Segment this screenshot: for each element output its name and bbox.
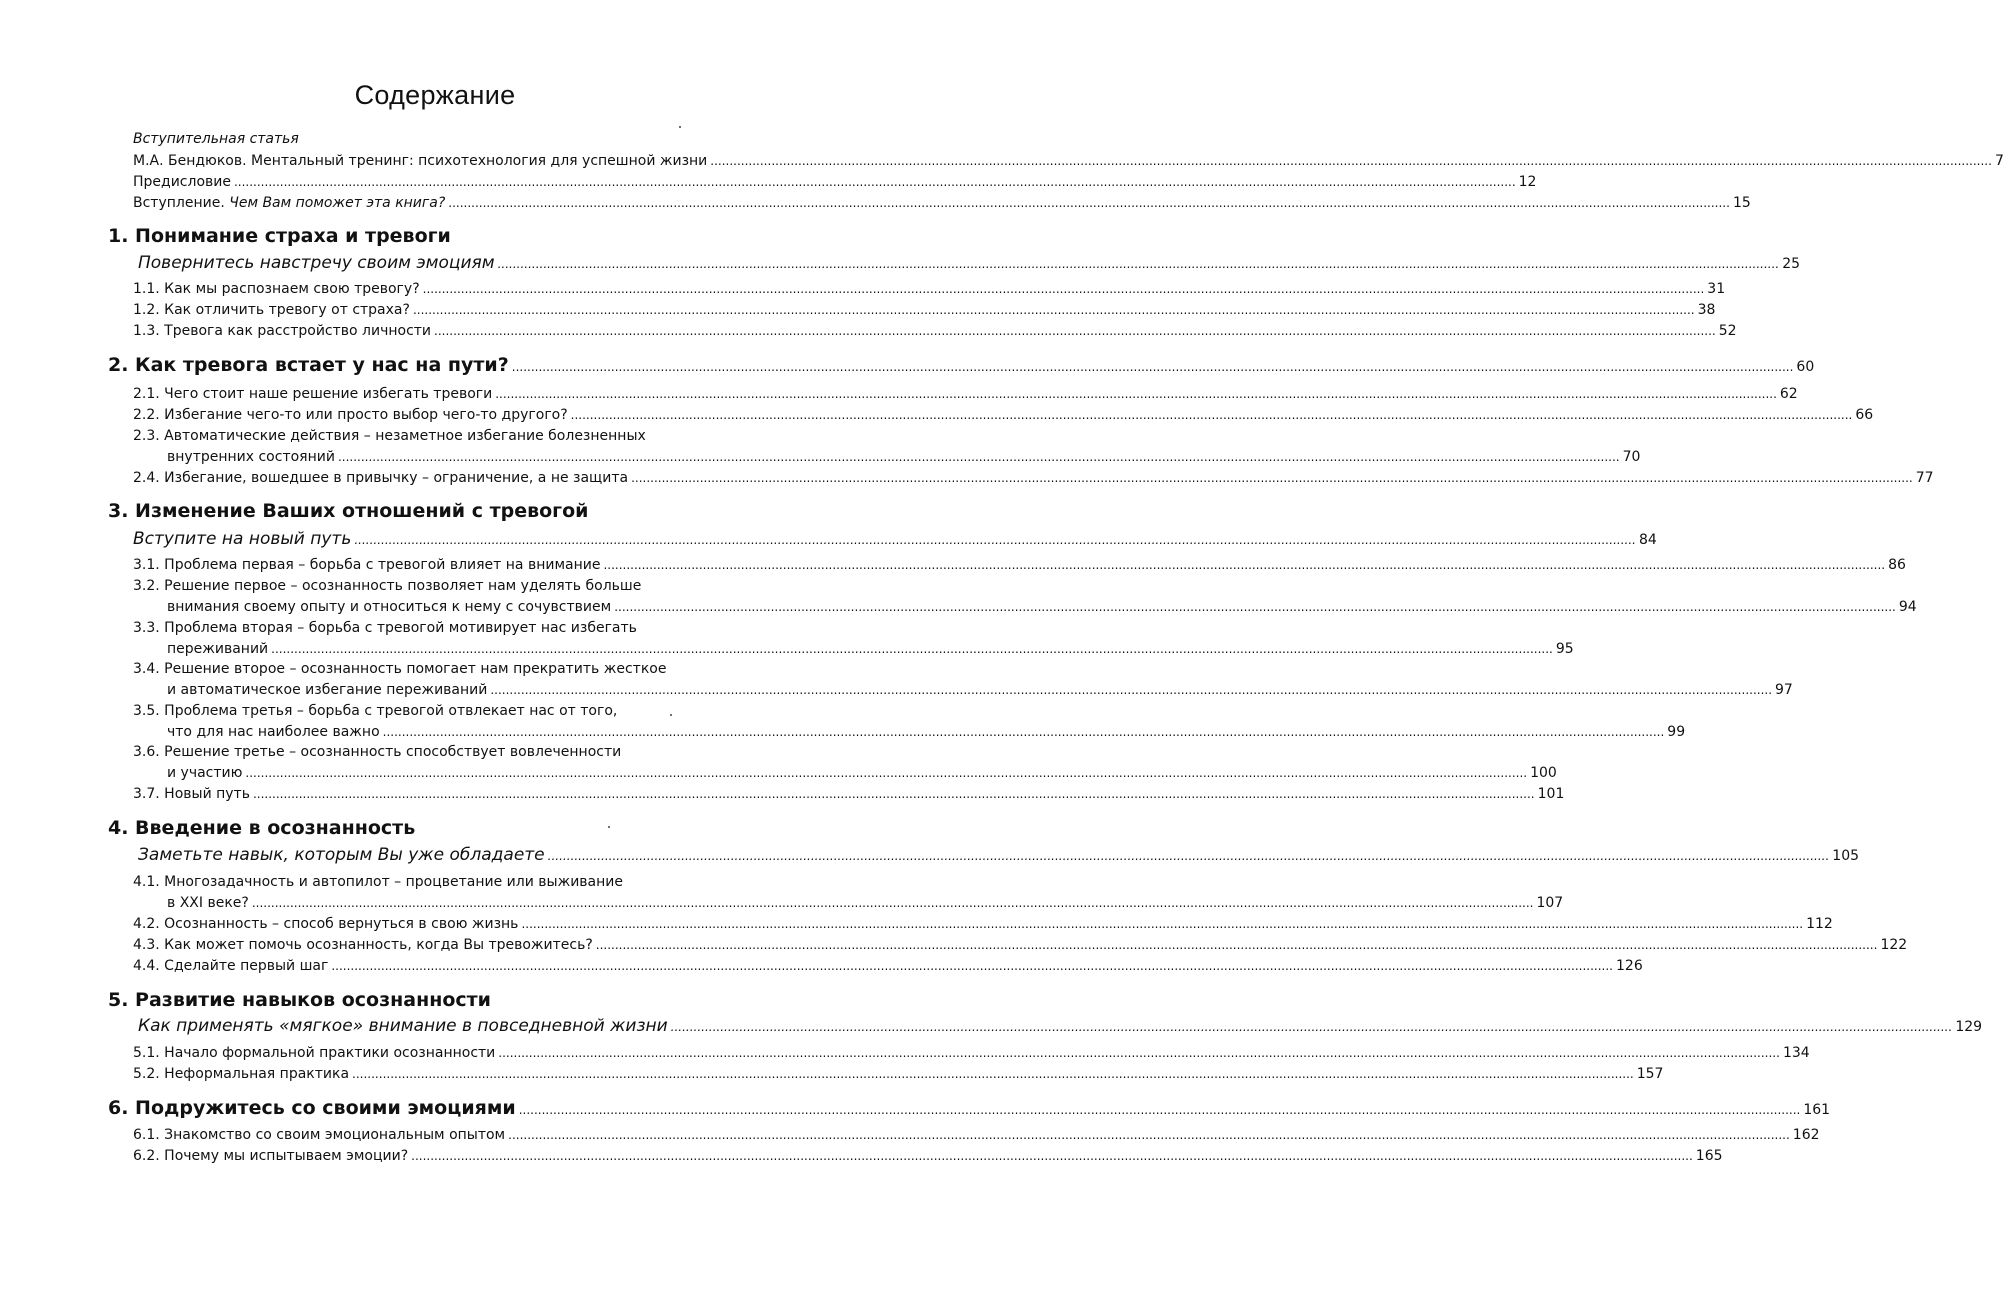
toc-entry-4-4[interactable]: [133, 958, 1643, 974]
toc-entry-3-3[interactable]: [167, 641, 1574, 657]
leader-dots: [498, 1046, 1780, 1060]
toc-entry-label: что для нас наиболее важно: [167, 724, 380, 740]
toc-entry-page: 66: [1855, 407, 1874, 423]
leader-dots: [548, 849, 1830, 863]
toc-entry-page: 165: [1695, 1148, 1723, 1164]
chapter-2-title: 2. Как тревога встает у нас на пути?: [108, 354, 509, 376]
leader-dots: [338, 450, 1620, 464]
chapter-page: 25: [1782, 256, 1801, 272]
toc-entry-page: 86: [1888, 557, 1906, 573]
toc-entry-label: 4.4. Сделайте первый шаг: [133, 958, 329, 974]
toc-entry-1-2[interactable]: [133, 302, 1716, 318]
toc-entry-page: 95: [1555, 641, 1574, 657]
toc-entry-3-4[interactable]: [167, 682, 1793, 698]
chapter-subtitle: Как применять «мягкое» внимание в повседневной жизни: [138, 1016, 668, 1036]
toc-entry-page: 162: [1792, 1127, 1820, 1143]
toc-entry-5-2[interactable]: [133, 1066, 1664, 1082]
leader-dots: [521, 917, 1803, 931]
toc-entry-3-5[interactable]: [167, 724, 1686, 740]
chapter-2-row[interactable]: [108, 354, 1815, 376]
toc-entry-label: 5.2. Неформальная практика: [133, 1066, 350, 1082]
leader-dots: [411, 1149, 1693, 1163]
leader-dots: [252, 896, 1534, 910]
chapter-4-subtitle-row[interactable]: [138, 845, 1860, 865]
leader-dots: [710, 154, 1992, 168]
toc-entry-2-2[interactable]: [133, 407, 1874, 423]
toc-entry-3-5-line1[interactable]: 3.5. Проблема третья – борьба с тревогой отвлекает нас от того,: [133, 703, 618, 719]
toc-entry-3-2-line1[interactable]: 3.2. Решение первое – осознанность позволяет нам уделять больше: [133, 578, 642, 594]
toc-entry-page: 126: [1616, 958, 1643, 974]
leader-dots: [596, 938, 1878, 952]
toc-entry-5-1[interactable]: [133, 1045, 1810, 1061]
leader-dots: [512, 360, 1794, 374]
toc-entry-4-1[interactable]: [167, 895, 1564, 911]
page-title: Содержание: [354, 80, 516, 110]
toc-entry-label: 1.2. Как отличить тревогу от страха?: [133, 302, 410, 318]
toc-entry-2-3[interactable]: [167, 449, 1641, 465]
chapter-1-title[interactable]: 1. Понимание страха и тревоги: [108, 225, 451, 247]
toc-entry-label: 4.2. Осознанность – способ вернуться в свою жизнь: [133, 916, 519, 932]
toc-entry-page: 107: [1536, 895, 1564, 911]
leader-dots: [352, 1067, 1634, 1081]
chapter-4-title[interactable]: 4. Введение в осознанность: [108, 817, 416, 839]
toc-entry-label: 3.1. Проблема первая – борьба с тревогой влияет на внимание: [133, 557, 601, 573]
leader-dots: [508, 1128, 1790, 1142]
toc-entry-page: 15: [1732, 195, 1751, 211]
toc-entry-label: и автоматическое избегание переживаний: [167, 682, 488, 698]
chapter-6-title: 6. Подружитесь со своими эмоциями: [108, 1097, 516, 1119]
leader-dots: [271, 642, 1553, 656]
chapter-page: 60: [1796, 359, 1815, 375]
toc-entry-page: 97: [1775, 682, 1793, 698]
toc-entry-3-3-line1[interactable]: 3.3. Проблема вторая – борьба с тревогой мотивирует нас избегать: [133, 620, 637, 636]
toc-entry-label: 6.1. Знакомство со своим эмоциональным опытом: [133, 1127, 506, 1143]
chapter-5-title[interactable]: 5. Развитие навыков осознанности: [108, 989, 491, 1011]
leader-dots: [413, 303, 1695, 317]
toc-entry-3-2[interactable]: [167, 599, 1917, 615]
intro-article-label: Вступительная статья: [133, 131, 299, 147]
toc-entry-page: 7: [1994, 153, 2004, 169]
toc-entry-page: 94: [1898, 599, 1917, 615]
toc-entry-label: 6.2. Почему мы испытываем эмоции?: [133, 1148, 409, 1164]
toc-entry-4-3[interactable]: [133, 937, 1908, 953]
toc-entry-label: в XXI веке?: [167, 895, 249, 911]
toc-entry-label: 2.4. Избегание, вошедшее в привычку – ограничение, а не защита: [133, 470, 629, 486]
toc-entry-introduction[interactable]: [133, 195, 1751, 211]
toc-entry-label: 1.3. Тревога как расстройство личности: [133, 323, 432, 339]
leader-dots: [498, 257, 1780, 271]
toc-entry-1-1[interactable]: [133, 281, 1726, 297]
toc-entry-article[interactable]: [133, 153, 2004, 169]
leader-dots: [603, 558, 1885, 572]
toc-entry-label: и участию: [167, 765, 243, 781]
chapter-subtitle: Повернитесь навстречу своим эмоциям: [138, 253, 495, 273]
toc-entry-3-7[interactable]: [133, 786, 1565, 802]
toc-entry-label: [133, 195, 445, 211]
toc-entry-page: 122: [1880, 937, 1908, 953]
leader-dots: [331, 959, 1613, 973]
chapter-3-subtitle-row[interactable]: [133, 529, 1657, 549]
toc-entry-label: 2.2. Избегание чего-то или просто выбор чего-то другого?: [133, 407, 568, 423]
toc-entry-page: 157: [1636, 1066, 1664, 1082]
toc-entry-page: 112: [1806, 916, 1833, 932]
chapter-page: 161: [1803, 1102, 1831, 1118]
leader-dots: [519, 1103, 1801, 1117]
toc-entry-4-1-line1[interactable]: 4.1. Многозадачность и автопилот – процветание или выживание: [133, 874, 623, 890]
toc-entry-3-6-line1[interactable]: 3.6. Решение третье – осознанность способствует вовлеченности: [133, 744, 622, 760]
leader-dots: [253, 787, 1535, 801]
leader-dots: [614, 600, 1896, 614]
chapter-5-subtitle-row[interactable]: [138, 1016, 1983, 1036]
chapter-page: 105: [1832, 848, 1860, 864]
leader-dots: [448, 196, 1730, 210]
chapter-page: 129: [1955, 1019, 1983, 1035]
toc-entry-page: 99: [1667, 724, 1686, 740]
toc-entry-preface[interactable]: [133, 174, 1537, 190]
toc-entry-label: внутренних состояний: [167, 449, 335, 465]
toc-entry-label-plain: Вступление.: [133, 195, 225, 211]
leader-dots: [383, 725, 1665, 739]
chapter-page: 84: [1639, 532, 1657, 548]
toc-entry-page: 70: [1622, 449, 1641, 465]
toc-entry-3-1[interactable]: [133, 557, 1906, 573]
leader-dots: [234, 175, 1516, 189]
toc-entry-label: переживаний: [167, 641, 269, 657]
toc-entry-3-4-line1[interactable]: 3.4. Решение второе – осознанность помогает нам прекратить жесткое: [133, 661, 667, 677]
leader-dots: [571, 408, 1853, 422]
leader-dots: [631, 471, 1913, 485]
toc-entry-6-1[interactable]: [133, 1127, 1820, 1143]
leader-dots: [245, 766, 1527, 780]
toc-entry-2-3-line1[interactable]: 2.3. Автоматические действия – незаметное избегание болезненных: [133, 428, 646, 444]
toc-entry-label: 2.1. Чего стоит наше решение избегать тревоги: [133, 386, 493, 402]
leader-dots: [354, 533, 1636, 547]
leader-dots: [495, 387, 1777, 401]
toc-entry-page: 38: [1697, 302, 1716, 318]
toc-entry-label: 4.3. Как может помочь осознанность, когда Вы тревожитесь?: [133, 937, 593, 953]
chapter-1-subtitle-row[interactable]: [138, 253, 1801, 273]
toc-entry-page: 77: [1915, 470, 1934, 486]
toc-entry-1-3[interactable]: [133, 323, 1737, 339]
toc-entry-page: 12: [1518, 174, 1537, 190]
toc-entry-page: 52: [1718, 323, 1737, 339]
leader-dots: [434, 324, 1716, 338]
toc-entry-page: 31: [1707, 281, 1726, 297]
chapter-6-row[interactable]: [108, 1097, 1831, 1119]
toc-entry-page: 100: [1530, 765, 1557, 781]
scan-speck: [679, 126, 681, 128]
toc-entry-label: внимания своему опыту и относиться к нему с сочувствием: [167, 599, 612, 615]
toc-entry-page: 134: [1782, 1045, 1810, 1061]
toc-entry-4-2[interactable]: [133, 916, 1833, 932]
chapter-3-title[interactable]: 3. Изменение Ваших отношений с тревогой: [108, 500, 589, 522]
toc-entry-label-italic: Чем Вам поможет эта книга?: [229, 195, 446, 211]
toc-entry-2-4[interactable]: [133, 470, 1934, 486]
toc-entry-label: 3.7. Новый путь: [133, 786, 250, 802]
toc-entry-label: М.А. Бендюков. Ментальный тренинг: психотехнология для успешной жизни: [133, 153, 708, 169]
toc-entry-label: Предисловие: [133, 174, 231, 190]
leader-dots: [671, 1020, 1953, 1034]
toc-entry-3-6[interactable]: [167, 765, 1557, 781]
toc-entry-label: 1.1. Как мы распознаем свою тревогу?: [133, 281, 420, 297]
chapter-subtitle: Заметьте навык, которым Вы уже обладаете: [138, 845, 545, 865]
chapter-subtitle: Вступите на новый путь: [133, 529, 352, 549]
toc-entry-label: 5.1. Начало формальной практики осознанности: [133, 1045, 496, 1061]
toc-entry-6-2[interactable]: [133, 1148, 1723, 1164]
toc-entry-2-1[interactable]: [133, 386, 1798, 402]
leader-dots: [490, 683, 1772, 697]
scan-speck: [670, 714, 672, 716]
scan-speck: [608, 826, 610, 828]
toc-entry-page: 101: [1537, 786, 1565, 802]
toc-entry-page: 62: [1779, 386, 1798, 402]
leader-dots: [423, 282, 1705, 296]
